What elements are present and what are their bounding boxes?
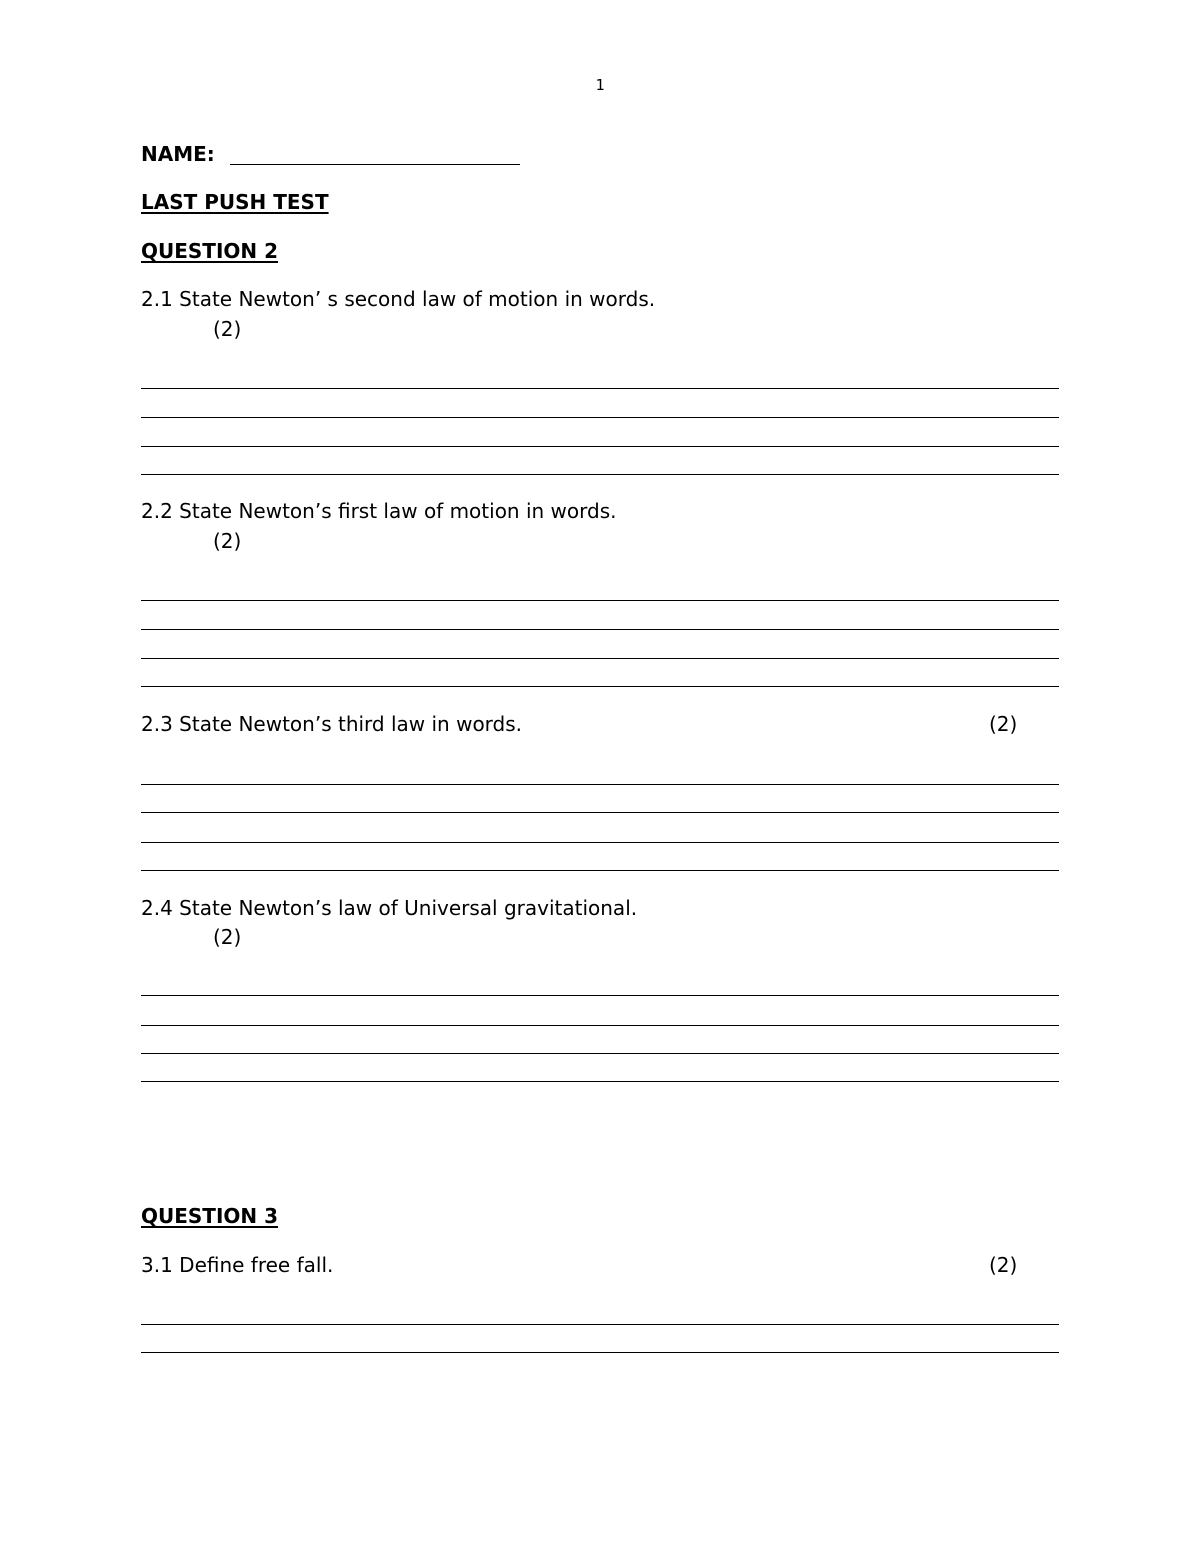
question-2-2-marks: (2): [213, 529, 242, 553]
answer-line[interactable]: [141, 417, 1059, 418]
page-number: 1: [595, 76, 605, 94]
question-2-3-marks: (2): [989, 712, 1018, 736]
answer-line[interactable]: [141, 870, 1059, 871]
answer-line[interactable]: [141, 1053, 1059, 1054]
question-2-4-text: 2.4 State Newton’s law of Universal gravitational.: [141, 896, 638, 920]
question-2-2-text: 2.2 State Newton’s first law of motion in words.: [141, 499, 617, 523]
question-2-1-marks: (2): [213, 317, 242, 341]
name-field-line[interactable]: [230, 164, 520, 165]
answer-line[interactable]: [141, 812, 1059, 813]
answer-line[interactable]: [141, 388, 1059, 389]
answer-line[interactable]: [141, 1324, 1059, 1325]
answer-line[interactable]: [141, 1081, 1059, 1082]
question-3-1-text: 3.1 Define free fall.: [141, 1253, 334, 1277]
answer-line[interactable]: [141, 995, 1059, 996]
answer-line[interactable]: [141, 842, 1059, 843]
answer-line[interactable]: [141, 446, 1059, 447]
answer-line[interactable]: [141, 1352, 1059, 1353]
section-heading-question-3: QUESTION 3: [141, 1204, 279, 1228]
name-label: NAME:: [141, 142, 215, 166]
answer-line[interactable]: [141, 1025, 1059, 1026]
answer-line[interactable]: [141, 629, 1059, 630]
answer-line[interactable]: [141, 600, 1059, 601]
answer-line[interactable]: [141, 686, 1059, 687]
answer-line[interactable]: [141, 474, 1059, 475]
answer-line[interactable]: [141, 658, 1059, 659]
question-3-1-marks: (2): [989, 1253, 1018, 1277]
test-title: LAST PUSH TEST: [141, 190, 329, 214]
question-2-4-marks: (2): [213, 925, 242, 949]
question-2-3-text: 2.3 State Newton’s third law in words.: [141, 712, 523, 736]
question-2-1-text: 2.1 State Newton’ s second law of motion in words.: [141, 287, 656, 311]
section-heading-question-2: QUESTION 2: [141, 239, 279, 263]
answer-line[interactable]: [141, 784, 1059, 785]
